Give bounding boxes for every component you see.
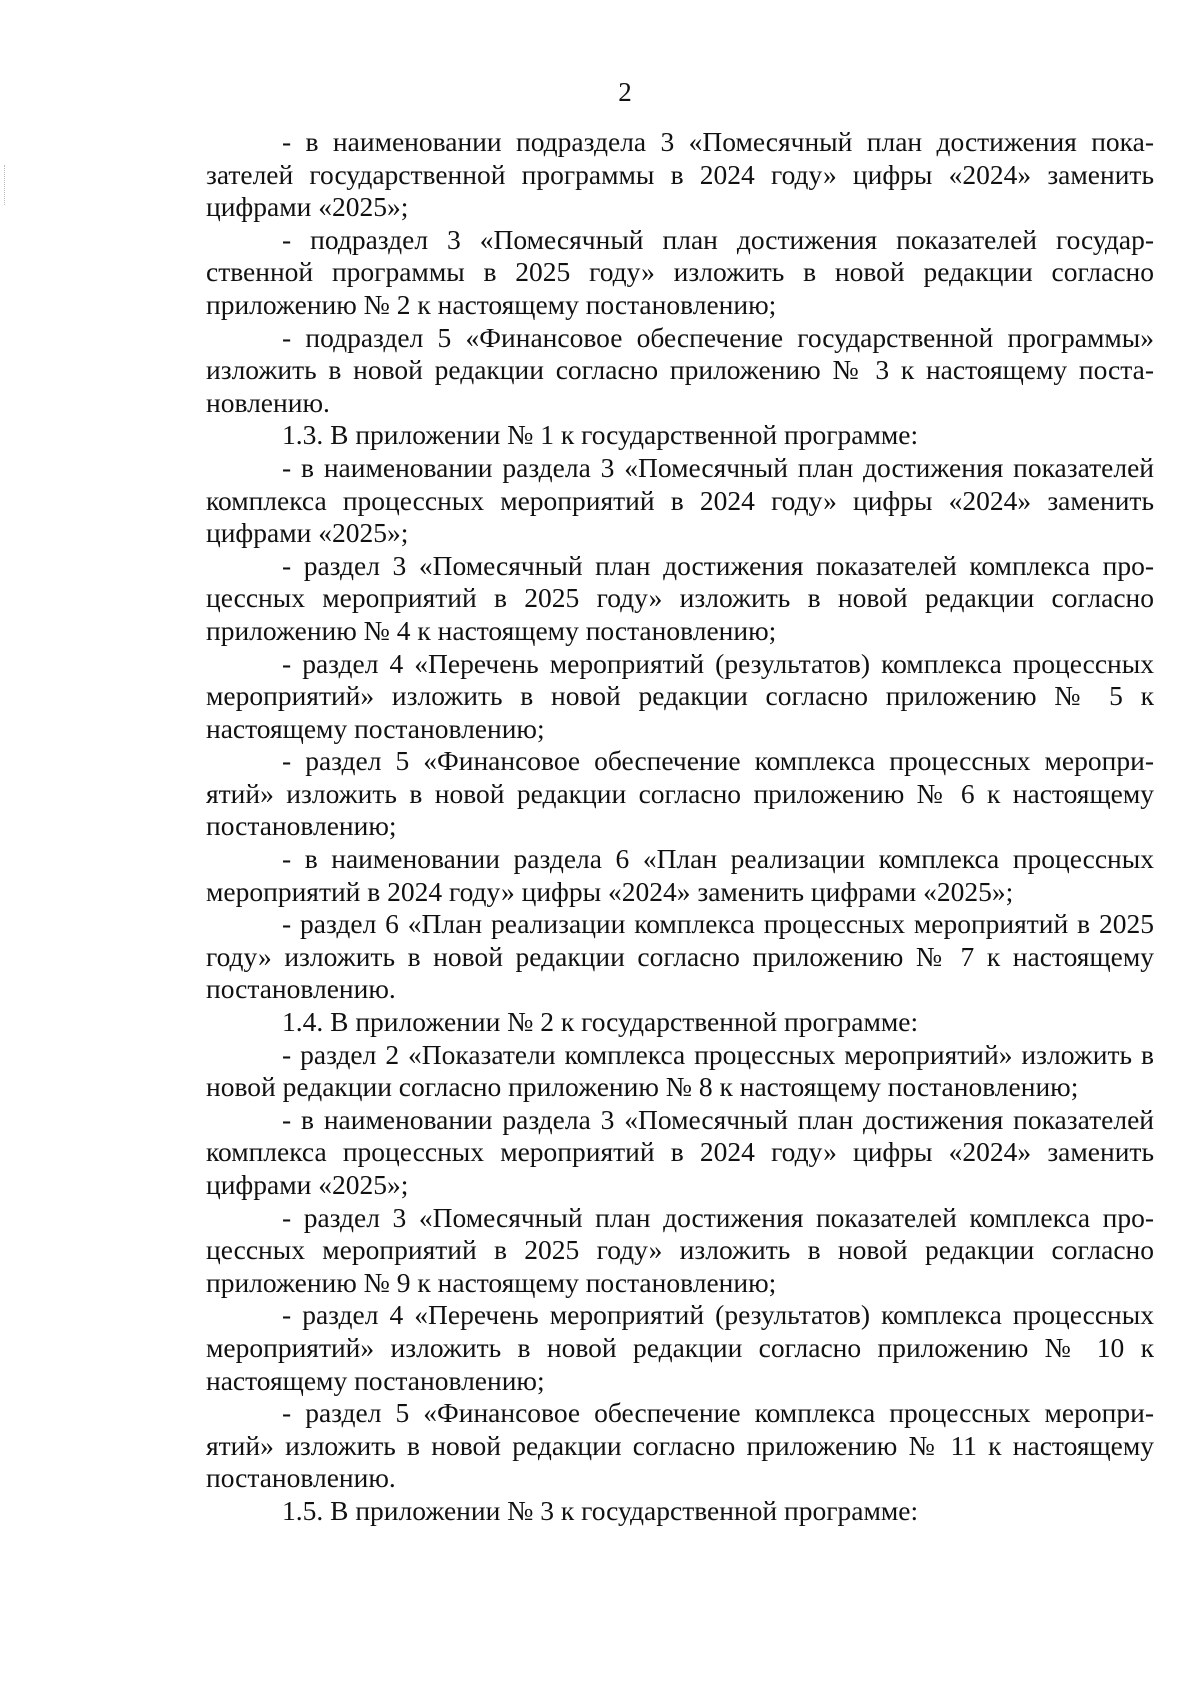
paragraph-subsection-3-new-edition: - подраздел 3 «Помесячный план достижения показателей государственной программы в 2025 году» изложить в новой редакции согласно приложению № 2 к настоящему постановлению;	[206, 223, 1154, 320]
clause-1-4-heading: 1.4. В приложении № 2 к государственной программе:	[282, 1006, 919, 1038]
clause-1-5-heading: 1.5. В приложении № 3 к государственной программе:	[282, 1494, 919, 1526]
paragraph-1-4-section-3-new-edition: - раздел 3 «Помесячный план достижения показателей комплекса процессных мероприятий в 2025 году» изложить в новой редакции согласно приложению № 9 к настоящему постановлению;	[206, 1201, 1154, 1298]
document-body	[206, 126, 1154, 1528]
paragraph-1-3-section-6-new-edition: - раздел 6 «План реализации комплекса процессных мероприятий в 2025 году» изложить в новой редакции согласно приложению № 7 к настоящему постановлению.	[206, 908, 1154, 1005]
paragraph-1-3-section-5-new-edition: - раздел 5 «Финансовое обеспечение комплекса процессных мероприятий» изложить в новой редакции согласно приложению № 6 к настоящему постановлению;	[206, 745, 1154, 842]
paragraph-1-3-section-3-new-edition: - раздел 3 «Помесячный план достижения показателей комплекса процессных мероприятий в 2025 году» изложить в новой редакции согласно приложению № 4 к настоящему постановлению;	[206, 549, 1154, 646]
scan-artifact	[4, 165, 6, 205]
paragraph-subsection-5-new-edition: - подраздел 5 «Финансовое обеспечение государственной программы» изложить в новой редакции согласно приложению № 3 к настоящему постановлению.	[206, 321, 1154, 418]
clause-1-3-heading: 1.3. В приложении № 1 к государственной программе:	[282, 419, 919, 451]
paragraph-1-3-section-3-title-change: - в наименовании раздела 3 «Помесячный план достижения показателей комплекса процессных мероприятий в 2024 году» цифры «2024» заменить цифрами «2025»;	[206, 451, 1154, 549]
page-number: 2	[618, 77, 632, 107]
paragraph-1-4-section-3-title-change: - в наименовании раздела 3 «Помесячный план достижения показателей комплекса процессных мероприятий в 2024 году» цифры «2024» заменить цифрами «2025»;	[206, 1103, 1154, 1200]
paragraph-1-4-section-4-new-edition: - раздел 4 «Перечень мероприятий (результатов) комплекса процессных мероприятий» изложить в новой редакции согласно приложению № 10 к настоящему постановлению;	[206, 1299, 1154, 1396]
paragraph-1-3-section-4-new-edition: - раздел 4 «Перечень мероприятий (результатов) комплекса процессных мероприятий» изложить в новой редакции согласно приложению № 5 к настоящему постановлению;	[206, 647, 1154, 744]
paragraph-1-3-section-6-title-change: - в наименовании раздела 6 «План реализации комплекса процессных мероприятий в 2024 году» цифры «2024» заменить цифрами «2025»;	[206, 843, 1154, 907]
paragraph-1-4-section-2-new-edition: - раздел 2 «Показатели комплекса процессных мероприятий» изложить в новой редакции согласно приложению № 8 к настоящему постановлению;	[206, 1038, 1154, 1103]
paragraph-1-4-section-5-new-edition: - раздел 5 «Финансовое обеспечение комплекса процессных мероприятий» изложить в новой редакции согласно приложению № 11 к настоящему постановлению.	[206, 1397, 1154, 1494]
paragraph-subsection-3-title-change: - в наименовании подраздела 3 «Помесячный план достижения показателей государственной программы в 2024 году» цифры «2024» заменить цифрами «2025»;	[206, 126, 1154, 223]
